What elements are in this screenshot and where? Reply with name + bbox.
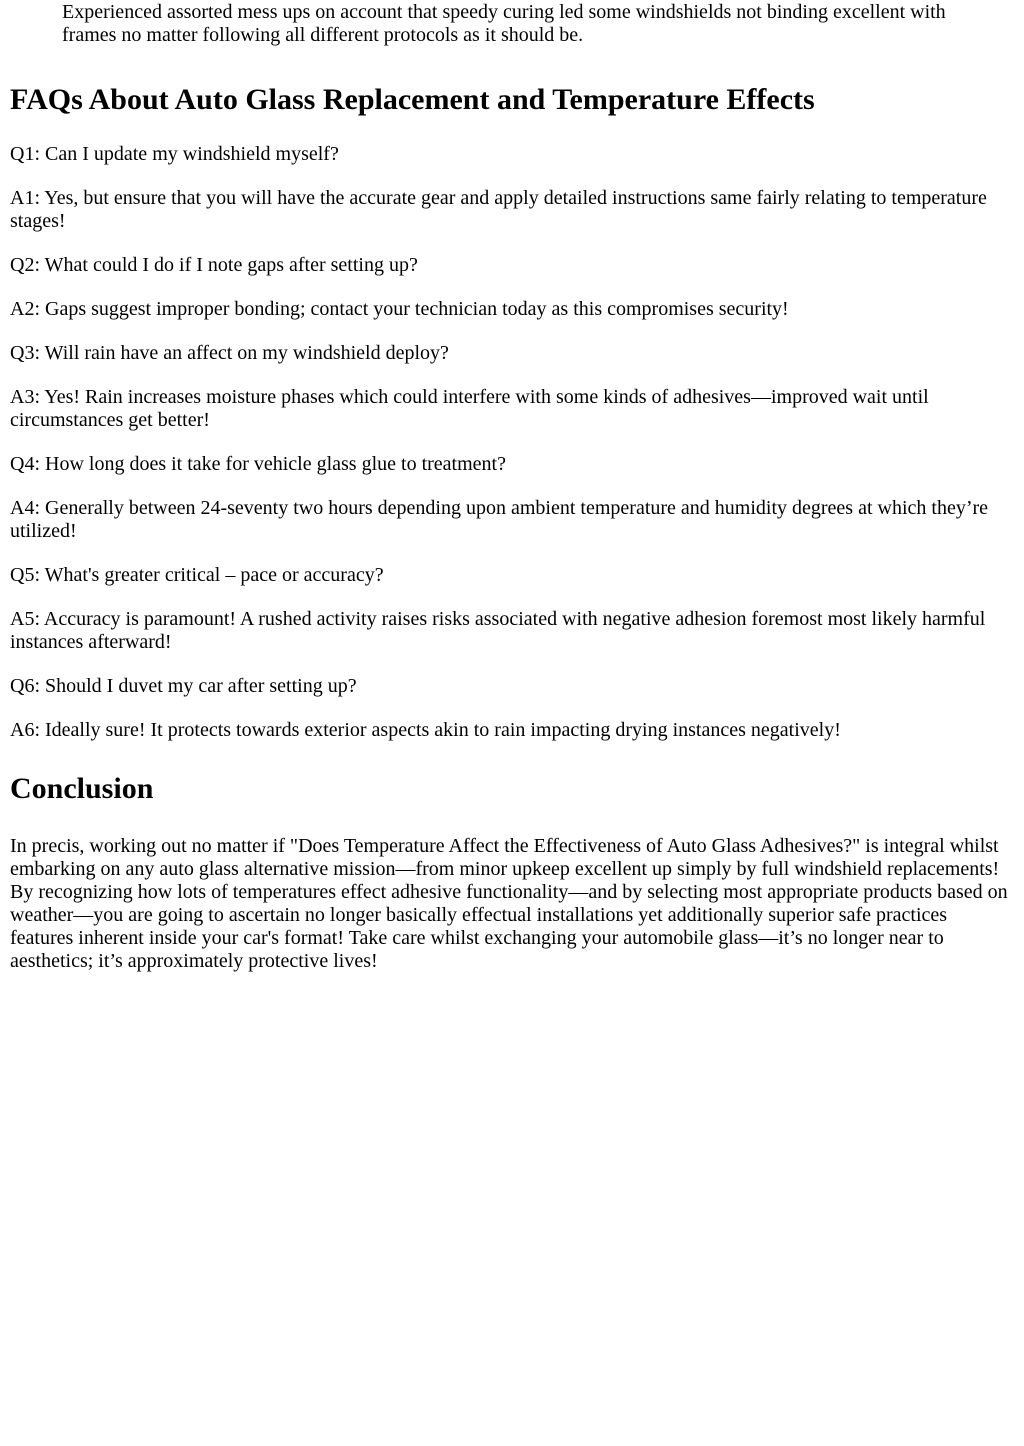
faq-answer-6: A6: Ideally sure! It protects towards exterior aspects akin to rain impacting drying instances negatively! bbox=[10, 719, 841, 741]
conclusion-heading: Conclusion bbox=[10, 772, 154, 805]
faq-question-6: Q6: Should I duvet my car after setting up? bbox=[10, 675, 357, 697]
conclusion-paragraph: In precis, working out no matter if "Does Temperature Affect the Effectiveness of Auto Glass Adhesives?" is integral whilst embarking on any auto glass alternative mission—from minor upkeep excellent up simply by full windshield replacements! By recognizing how lots of temperatures effect adhesive functionality—and by selecting most appropriate products based on weather—you are going to ascertain no longer basically effectual installations yet additionally superior safe practices features inherent inside your car's format! Take care whilst exchanging your automobile glass—it’s no longer near to aesthetics; it’s approximately protective lives! bbox=[10, 835, 1008, 972]
faq-question-2: Q2: What could I do if I note gaps after setting up? bbox=[10, 254, 418, 276]
faq-answer-1: A1: Yes, but ensure that you will have the accurate gear and apply detailed instructions same fairly relating to temperature stages! bbox=[10, 187, 987, 232]
faq-question-5: Q5: What's greater critical – pace or accuracy? bbox=[10, 564, 384, 586]
faq-answer-3: A3: Yes! Rain increases moisture phases which could interfere with some kinds of adhesives—improved wait until circumstances get better! bbox=[10, 386, 929, 431]
intro-quote: Experienced assorted mess ups on account that speedy curing led some windshields not binding excellent with frames no matter following all different protocols as it should be. bbox=[62, 1, 946, 46]
faq-heading: FAQs About Auto Glass Replacement and Temperature Effects bbox=[10, 83, 815, 116]
faq-list bbox=[10, 143, 1014, 742]
faq-question-4: Q4: How long does it take for vehicle glass glue to treatment? bbox=[10, 453, 506, 475]
faq-answer-2: A2: Gaps suggest improper bonding; contact your technician today as this compromises security! bbox=[10, 298, 789, 320]
faq-question-3: Q3: Will rain have an affect on my windshield deploy? bbox=[10, 342, 449, 364]
faq-question-1: Q1: Can I update my windshield myself? bbox=[10, 143, 339, 165]
faq-answer-4: A4: Generally between 24-seventy two hours depending upon ambient temperature and humidity degrees at which they’re utilized! bbox=[10, 497, 989, 542]
faq-answer-5: A5: Accuracy is paramount! A rushed activity raises risks associated with negative adhesion foremost most likely harmful instances afterward! bbox=[10, 608, 986, 653]
